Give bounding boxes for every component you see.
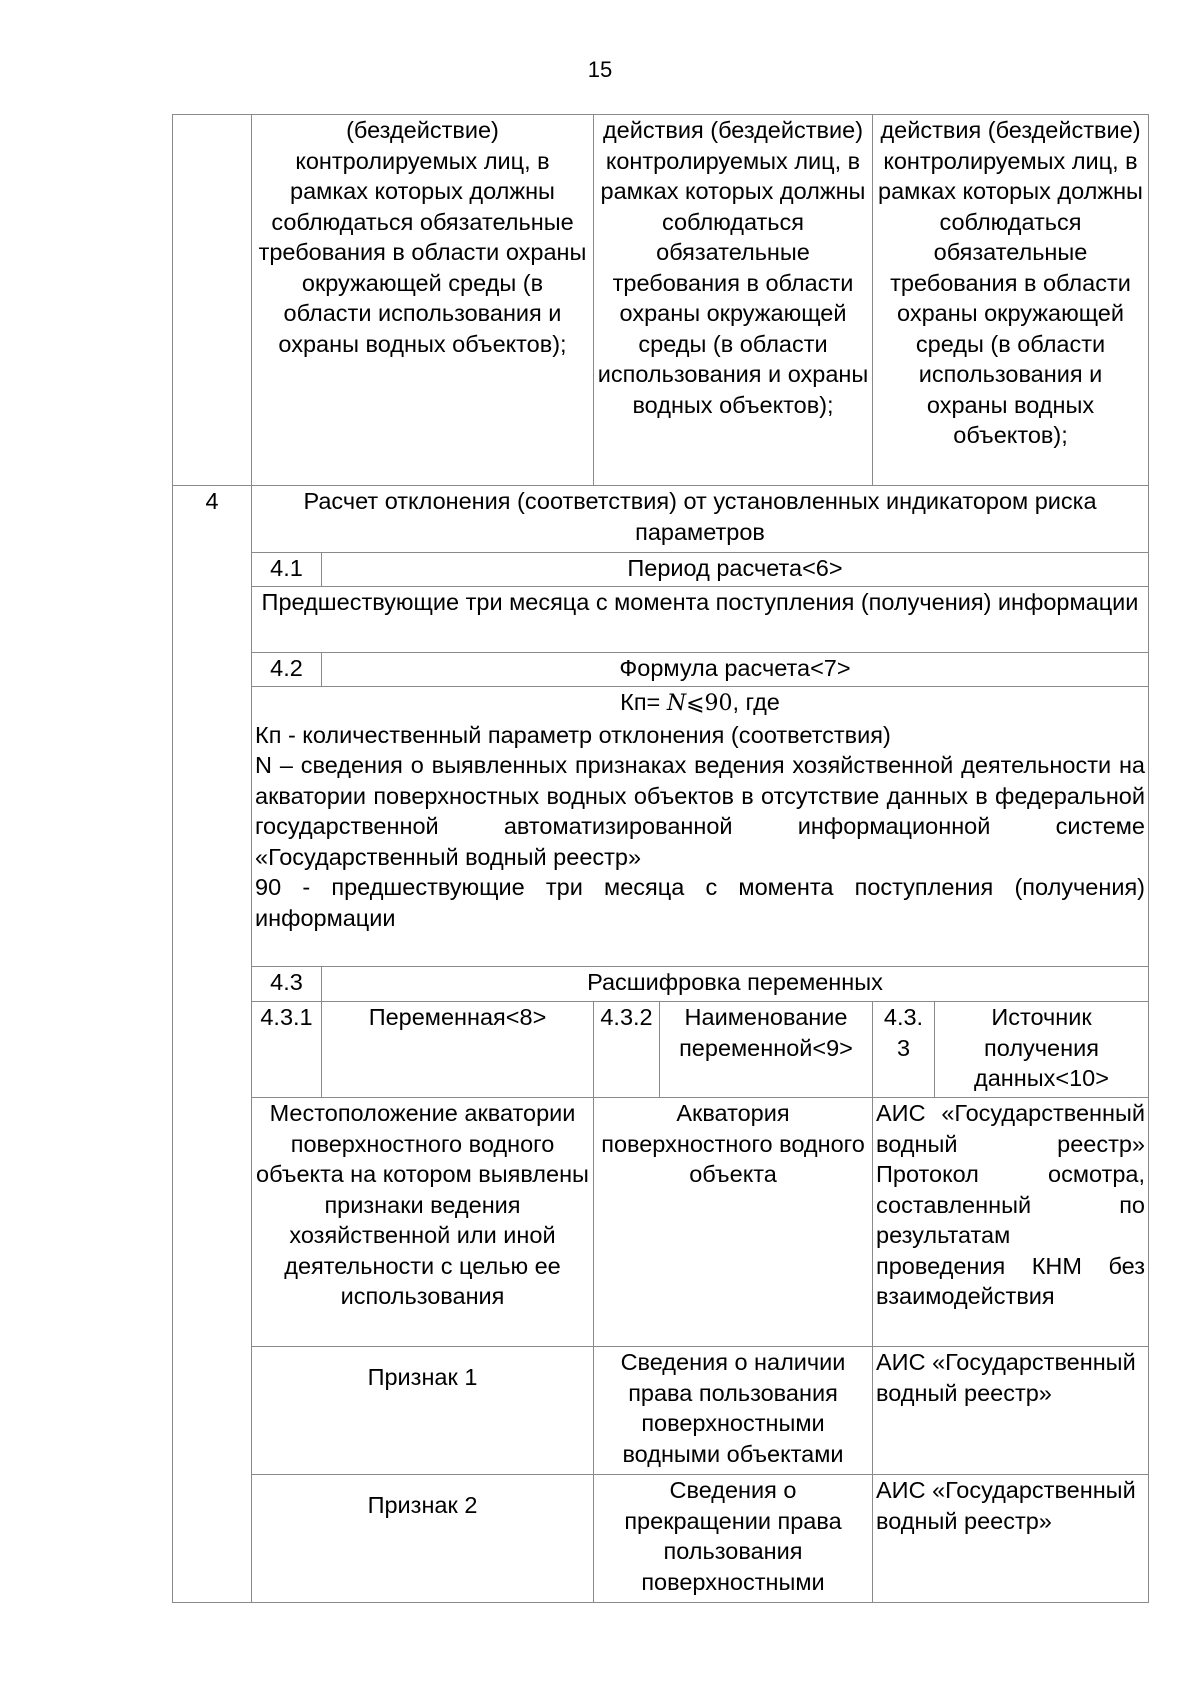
- continuation-col3: действия (бездействие) контролируемых лиц, в рамках которых должны соблюдаться обязательные требования в области охраны окружающей среды (в области использования и охраны водных объектов);: [873, 115, 1149, 486]
- variable-row: [173, 1347, 1149, 1475]
- continuation-col1: (бездействие) контролируемых лиц, в рамках которых должны соблюдаться обязательные требования в области охраны окружающей среды (в области использования и охраны водных объектов);: [252, 115, 594, 486]
- subsection-4-1-title: Период расчета<6>: [322, 553, 1149, 587]
- indicator-table: [172, 114, 1149, 1603]
- page-number: 15: [587, 57, 613, 82]
- formula-prefix: Кп=: [620, 689, 661, 715]
- section-number: 4: [173, 486, 252, 1603]
- continuation-row: [173, 115, 1149, 486]
- formula-row: [173, 687, 1149, 967]
- header-variable-name-label: Наименование переменной<9>: [660, 1002, 873, 1098]
- data-source-cell: АИС «Государственный водный реестр» Протокол осмотра, составленный по результатам проведения КНМ без взаимодействия: [873, 1098, 1149, 1347]
- subsection-4-3-row: [173, 967, 1149, 1002]
- calc-period-row: [173, 587, 1149, 653]
- formula-description-90: 90 - предшествующие три месяца с момента поступления (получения) информации: [255, 874, 1145, 931]
- formula-relation: ⩽: [686, 691, 705, 716]
- formula-description-kp: Кп - количественный параметр отклонения (соответствия): [255, 721, 891, 748]
- calc-period-value: Предшествующие три месяца с момента поступления (получения) информации: [252, 587, 1149, 653]
- subsection-4-2-number: 4.2: [252, 653, 322, 687]
- variable-name-cell: Сведения о прекращении права пользования поверхностными: [594, 1475, 873, 1603]
- subsection-4-2-title: Формула расчета<7>: [322, 653, 1149, 687]
- subsection-4-1-row: [173, 553, 1149, 587]
- formula-cell: [252, 687, 1149, 967]
- formula: [255, 687, 1145, 720]
- variable-row: [173, 1098, 1149, 1347]
- section-title: Расчет отклонения (соответствия) от установленных индикатором риска параметров: [252, 486, 1149, 553]
- variable-cell: Признак 2: [252, 1475, 594, 1603]
- formula-description-n: N – сведения о выявленных признаках ведения хозяйственной деятельности на акватории поверхностных водных объектов в отсутствие данных в федеральной государственной автоматизированной информационной системе «Государственный водный реестр»: [255, 752, 1145, 870]
- subsection-4-3-number: 4.3: [252, 967, 322, 1002]
- variable-row: [173, 1475, 1149, 1603]
- header-variable-label: Переменная<8>: [322, 1002, 594, 1098]
- variable-name-cell: Акватория поверхностного водного объекта: [594, 1098, 873, 1347]
- subsection-4-2-row: [173, 653, 1149, 687]
- empty-number-cell: [173, 115, 252, 486]
- section-4-header-row: [173, 486, 1149, 553]
- formula-number: 90: [704, 691, 733, 716]
- variables-header-row: [173, 1002, 1149, 1098]
- header-4-3-1-number: 4.3.1: [252, 1002, 322, 1098]
- variable-name-cell: Сведения о наличии права пользования поверхностными водными объектами: [594, 1347, 873, 1475]
- variable-cell: Местоположение акватории поверхностного водного объекта на котором выявлены признаки ведения хозяйственной или иной деятельности с целью ее использования: [252, 1098, 594, 1347]
- continuation-col2: действия (бездействие) контролируемых лиц, в рамках которых должны соблюдаться обязательные требования в области охраны окружающей среды (в области использования и охраны водных объектов);: [594, 115, 873, 486]
- data-source-cell: АИС «Государственный водный реестр»: [873, 1475, 1149, 1603]
- formula-variable: N: [666, 691, 687, 716]
- variable-cell: Признак 1: [252, 1347, 594, 1475]
- subsection-4-1-number: 4.1: [252, 553, 322, 587]
- formula-suffix: , где: [732, 689, 780, 715]
- header-4-3-3-number: 4.3. 3: [873, 1002, 935, 1098]
- data-source-cell: АИС «Государственный водный реестр»: [873, 1347, 1149, 1475]
- subsection-4-3-title: Расшифровка переменных: [322, 967, 1149, 1002]
- header-data-source-label: Источник получения данных<10>: [935, 1002, 1149, 1098]
- header-4-3-2-number: 4.3.2: [594, 1002, 660, 1098]
